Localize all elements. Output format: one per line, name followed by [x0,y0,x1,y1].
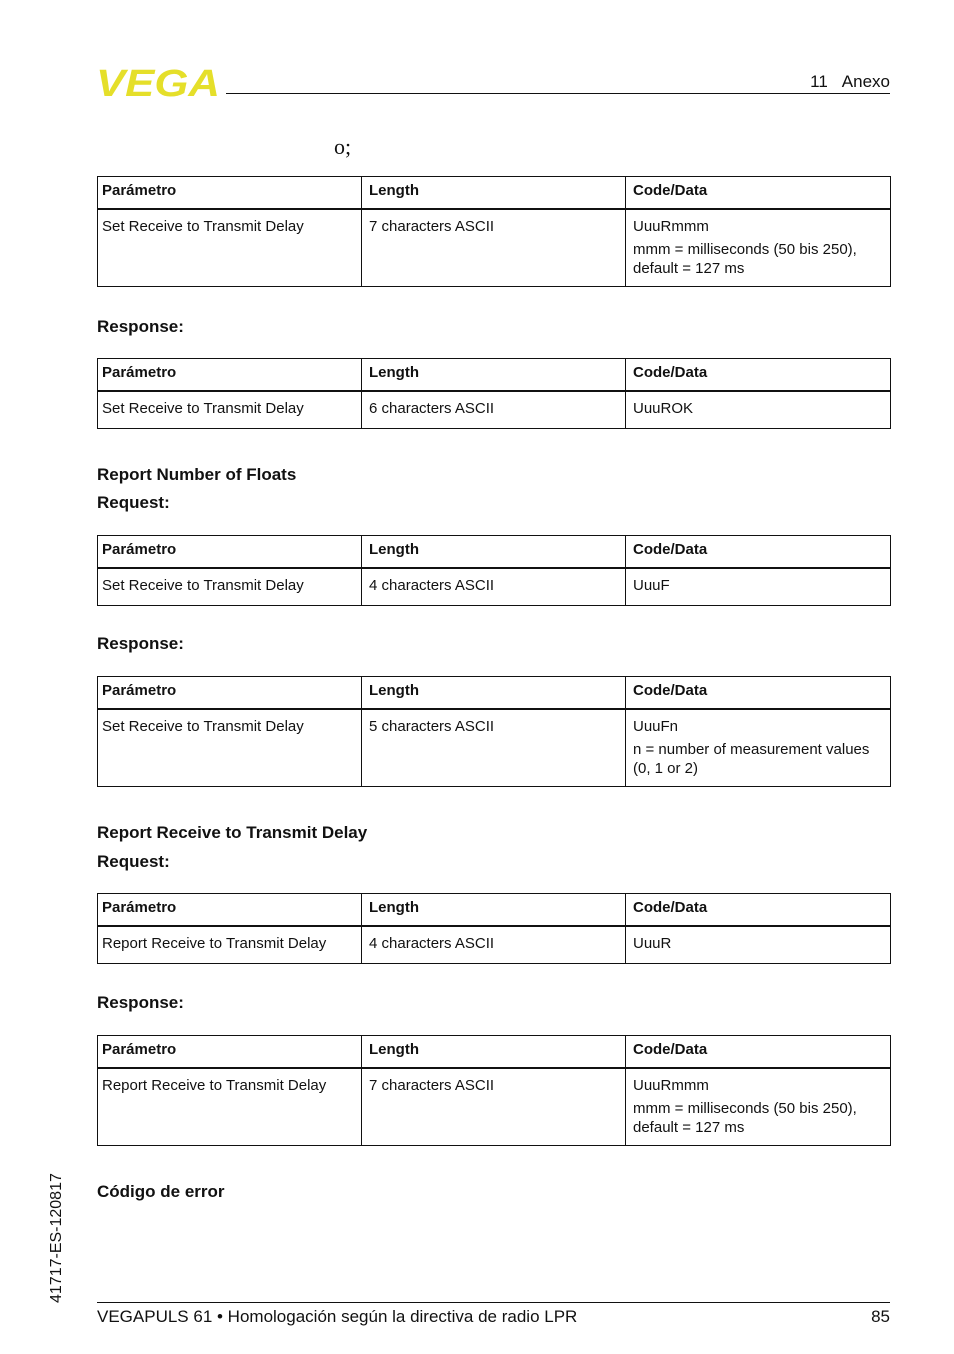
cell-length: 4 characters ASCII [362,926,626,964]
cell-code: UuuROK [626,391,891,429]
header-code: Code/Data [626,536,891,569]
table-row [98,926,891,964]
cell-param: Set Receive to Transmit Delay [98,709,362,787]
cell-param: Set Receive to Transmit Delay [98,391,362,429]
header-param: Parámetro [98,1036,362,1069]
page-number: 85 [871,1307,890,1326]
cell-length: 5 characters ASCII [362,709,626,787]
code-value: UuuRmmm [633,1077,709,1094]
floats-response-table [97,676,891,787]
cell-code: UuuF [626,568,891,606]
header-section [810,72,890,92]
set-delay-request-table [97,176,891,287]
table-row [98,1068,891,1146]
footer-title: VEGAPULS 61 • Homologación según la directiva de radio LPR [97,1307,578,1326]
cell-length: 4 characters ASCII [362,568,626,606]
error-code-heading: Código de error [97,1182,225,1201]
document-id: 41717-ES-120817 [48,1173,65,1303]
header-code: Code/Data [626,359,891,392]
table-row [98,709,891,787]
cell-param: Set Receive to Transmit Delay [98,568,362,606]
header-length: Length [362,1036,626,1069]
header-length: Length [362,894,626,927]
cell-param: Set Receive to Transmit Delay [98,209,362,287]
report-delay-request-table [97,893,891,964]
header-rule [226,93,890,94]
table-header-row [98,359,891,392]
response-heading: Response: [97,993,184,1012]
report-floats-heading: Report Number of Floats [97,465,297,484]
code-value: UuuRmmm [633,218,709,235]
cell-length: 7 characters ASCII [362,209,626,287]
header-code: Code/Data [626,677,891,710]
table-header-row [98,1036,891,1069]
table-header-row [98,677,891,710]
table-row [98,391,891,429]
table-row [98,568,891,606]
header-length: Length [362,536,626,569]
set-delay-response-table [97,358,891,429]
cell-code: UuuR [626,926,891,964]
vega-logo-text: VEGA [96,64,220,98]
cell-param: Report Receive to Transmit Delay [98,1068,362,1146]
header-code: Code/Data [626,1036,891,1069]
header-code: Code/Data [626,894,891,927]
table-row [98,209,891,287]
request-heading: Request: [97,852,170,871]
cell-length: 6 characters ASCII [362,391,626,429]
cell-param: Report Receive to Transmit Delay [98,926,362,964]
report-delay-heading: Report Receive to Transmit Delay [97,823,368,842]
header-length: Length [362,677,626,710]
cell-length: 7 characters ASCII [362,1068,626,1146]
header-param: Parámetro [98,359,362,392]
header-param: Parámetro [98,536,362,569]
vega-logo [96,64,222,98]
code-note: mmm = milliseconds (50 bis 250), default = 127 ms [633,1100,857,1136]
code-value: UuuFn [633,718,679,735]
response-heading: Response: [97,634,184,653]
section-title: Anexo [841,72,890,91]
table-header-row [98,177,891,210]
floats-request-table [97,535,891,606]
header-param: Parámetro [98,677,362,710]
cell-code [626,209,891,287]
stray-text: o; [334,134,352,159]
table-header-row [98,894,891,927]
section-number: 11 [810,72,828,91]
table-header-row [98,536,891,569]
code-note: mmm = milliseconds (50 bis 250), default = 127 ms [633,241,857,277]
cell-code [626,709,891,787]
cell-code [626,1068,891,1146]
footer-rule [97,1302,890,1303]
header-code: Code/Data [626,177,891,210]
header-length: Length [362,177,626,210]
header-length: Length [362,359,626,392]
code-note: n = number of measurement values (0, 1 or 2) [633,741,870,777]
report-delay-response-table [97,1035,891,1146]
header-param: Parámetro [98,177,362,210]
header-param: Parámetro [98,894,362,927]
request-heading: Request: [97,493,170,512]
response-heading: Response: [97,317,184,336]
